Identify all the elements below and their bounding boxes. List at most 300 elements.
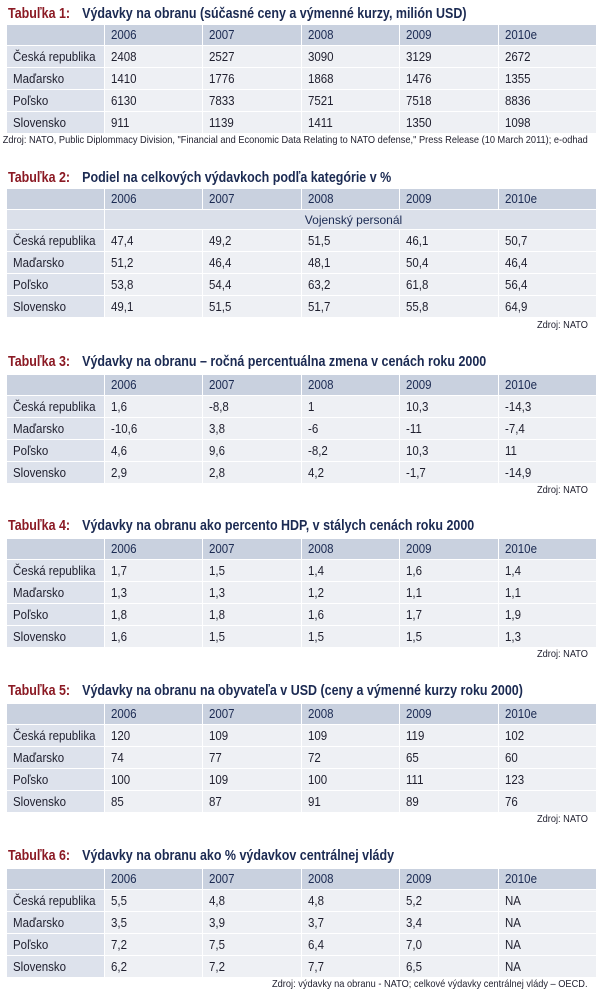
cell-value: -7,4	[504, 421, 525, 436]
column-header-label: 2009	[406, 542, 432, 556]
column-header-label: 2006	[111, 28, 137, 42]
table-cell	[498, 956, 596, 978]
cell-value: 89	[406, 794, 419, 809]
table-cell	[203, 890, 301, 912]
column-header	[203, 189, 301, 210]
column-header	[203, 539, 301, 560]
table-cell	[498, 68, 596, 90]
column-header	[203, 25, 301, 46]
header-row	[7, 189, 597, 210]
table-cell	[301, 462, 399, 484]
cell-value: 76	[504, 794, 518, 809]
row-country	[7, 890, 105, 912]
cell-value: 49,2	[209, 233, 232, 248]
cell-value: NA	[504, 937, 521, 952]
table-cell	[400, 747, 498, 769]
table-cell	[498, 418, 596, 440]
column-header-label: 2009	[406, 192, 432, 206]
cell-value: 1,3	[111, 585, 127, 600]
table-cell	[301, 582, 399, 604]
table-cell	[498, 560, 596, 582]
table-cell	[301, 560, 399, 582]
table-cell	[203, 230, 301, 252]
table-cell	[105, 230, 203, 252]
cell-value: 109	[307, 728, 327, 743]
table-cell	[105, 90, 203, 112]
header-row	[7, 869, 597, 890]
cell-value: 1355	[504, 71, 531, 86]
cell-value: 6,2	[111, 959, 127, 974]
data-table	[6, 703, 597, 813]
cell-value: 46,4	[504, 255, 527, 270]
column-header	[105, 375, 203, 396]
cell-value: -8,8	[209, 399, 230, 414]
subheader-label: Vojenský personál	[105, 210, 597, 230]
cell-value: 1,2	[307, 585, 324, 600]
column-header	[498, 869, 596, 890]
cell-value: -8,2	[307, 443, 328, 458]
column-header-label: 2007	[209, 542, 235, 556]
table-cell	[105, 396, 203, 418]
cell-value: 1,5	[209, 563, 226, 578]
cell-value: 6,4	[307, 937, 324, 952]
source-note: Zdroj: NATO	[536, 484, 588, 496]
column-header-label: 2006	[111, 192, 137, 206]
cell-value: 51,5	[209, 299, 232, 314]
cell-value: 1,1	[406, 585, 423, 600]
table-heading: Výdavky na obranu – ročná percentuálna zmena v cenách roku 2000	[82, 354, 487, 370]
cell-value: 7833	[209, 93, 235, 108]
table-cell	[301, 296, 399, 318]
table-cell	[105, 462, 203, 484]
cell-value: 100	[307, 772, 327, 787]
column-header-label: 2008	[307, 192, 334, 206]
table-cell	[301, 90, 399, 112]
cell-value: 3,9	[209, 915, 226, 930]
cell-value: 1,5	[406, 629, 423, 644]
cell-value: 61,8	[406, 277, 429, 292]
data-table	[6, 538, 597, 648]
cell-value: 87	[209, 794, 223, 809]
country-name: Poľsko	[13, 443, 49, 458]
table-cell	[400, 890, 498, 912]
cell-value: -14,9	[504, 465, 531, 480]
table-cell	[105, 418, 203, 440]
table-cell	[400, 230, 498, 252]
data-table	[6, 374, 597, 484]
cell-value: 2,8	[209, 465, 226, 480]
column-header	[400, 704, 498, 725]
table-cell	[105, 252, 203, 274]
cell-value: 2,9	[111, 465, 127, 480]
country-name: Česká republika	[13, 728, 96, 743]
header-row	[7, 25, 597, 46]
country-name: Poľsko	[13, 93, 49, 108]
table-cell	[105, 912, 203, 934]
row-country	[7, 912, 105, 934]
cell-value: 4,2	[307, 465, 324, 480]
source-note: Zdroj: NATO	[536, 813, 588, 825]
column-header-label: 2010e	[504, 872, 537, 886]
cell-value: 7,2	[209, 959, 226, 974]
country-name: Česká republika	[13, 563, 96, 578]
table-row	[7, 68, 597, 90]
table-cell	[301, 252, 399, 274]
cell-value: 74	[111, 750, 124, 765]
table-cell	[105, 769, 203, 791]
column-header	[400, 869, 498, 890]
table-cell	[301, 725, 399, 747]
table-cell	[400, 956, 498, 978]
row-country	[7, 440, 105, 462]
country-name: Maďarsko	[13, 585, 65, 600]
cell-value: 1,8	[209, 607, 226, 622]
cell-value: 1,5	[209, 629, 226, 644]
column-header-label: 2008	[307, 378, 334, 392]
table-cell	[203, 112, 301, 134]
header-corner-cell	[7, 189, 105, 210]
cell-value: 85	[111, 794, 124, 809]
column-header-label: 2007	[209, 192, 235, 206]
header-corner-cell	[7, 704, 105, 725]
table-cell	[203, 440, 301, 462]
row-country	[7, 296, 105, 318]
table-cell	[203, 462, 301, 484]
column-header	[203, 869, 301, 890]
row-country	[7, 747, 105, 769]
row-country	[7, 112, 105, 134]
table-row	[7, 462, 597, 484]
table-row	[7, 791, 597, 813]
cell-value: -1,7	[406, 465, 426, 480]
table-label: Tabuľka 5:	[8, 683, 71, 699]
cell-value: 11	[504, 443, 517, 458]
column-header-label: 2006	[111, 707, 137, 721]
cell-value: 3,7	[307, 915, 324, 930]
column-header	[105, 704, 203, 725]
table-cell	[301, 956, 399, 978]
country-name: Česká republika	[13, 233, 96, 248]
table-cell	[105, 725, 203, 747]
country-name: Maďarsko	[13, 71, 65, 86]
table-cell	[203, 582, 301, 604]
cell-value: 1,7	[111, 563, 127, 578]
cell-value: 46,1	[406, 233, 429, 248]
cell-value: 1776	[209, 71, 235, 86]
table-row	[7, 112, 597, 134]
cell-value: 102	[504, 728, 524, 743]
table-cell	[203, 90, 301, 112]
header-row	[7, 375, 597, 396]
table-cell	[301, 396, 399, 418]
table-cell	[203, 396, 301, 418]
table-cell	[400, 274, 498, 296]
table-cell	[105, 890, 203, 912]
cell-value: 1098	[504, 115, 531, 130]
table-cell	[105, 604, 203, 626]
cell-value: 3090	[307, 49, 334, 64]
table-title	[8, 352, 486, 372]
cell-value: 65	[406, 750, 419, 765]
cell-value: 1411	[307, 115, 333, 130]
cell-value: 60	[504, 750, 518, 765]
cell-value: 1868	[307, 71, 334, 86]
table-cell	[400, 252, 498, 274]
cell-value: 54,4	[209, 277, 232, 292]
data-table	[6, 188, 597, 318]
cell-value: 4,8	[209, 893, 226, 908]
table-cell	[301, 440, 399, 462]
table-row	[7, 890, 597, 912]
column-header	[498, 375, 596, 396]
table-cell	[498, 230, 596, 252]
table-cell	[301, 418, 399, 440]
row-country	[7, 725, 105, 747]
cell-value: 47,4	[111, 233, 134, 248]
column-header	[498, 539, 596, 560]
table-row	[7, 252, 597, 274]
cell-value: 1,9	[504, 607, 521, 622]
table-cell	[400, 396, 498, 418]
table-cell	[400, 560, 498, 582]
table-heading: Výdavky na obranu na obyvateľa v USD (ceny a výmenné kurzy roku 2000)	[82, 683, 523, 699]
cell-value: 120	[111, 728, 131, 743]
table-heading: Výdavky na obranu ako % výdavkov centrálnej vlády	[82, 848, 395, 864]
table-row	[7, 560, 597, 582]
column-header-label: 2008	[307, 872, 334, 886]
cell-value: 111	[406, 772, 424, 787]
cell-value: 911	[111, 115, 130, 130]
table-cell	[498, 396, 596, 418]
column-header-label: 2007	[209, 378, 235, 392]
cell-value: 1,6	[307, 607, 324, 622]
row-country	[7, 604, 105, 626]
table-row	[7, 230, 597, 252]
table-row	[7, 956, 597, 978]
column-header	[301, 189, 399, 210]
table-title	[8, 168, 391, 188]
table-cell	[498, 890, 596, 912]
cell-value: 7,7	[307, 959, 324, 974]
row-country	[7, 68, 105, 90]
table-cell	[400, 604, 498, 626]
table-cell	[498, 791, 596, 813]
table-cell	[498, 90, 596, 112]
table-cell	[203, 560, 301, 582]
country-name: Slovensko	[13, 465, 67, 480]
cell-value: 10,3	[406, 399, 429, 414]
cell-value: 6130	[111, 93, 137, 108]
table-cell	[400, 725, 498, 747]
table-row	[7, 46, 597, 68]
table-cell	[105, 626, 203, 648]
table-heading: Podiel na celkových výdavkoch podľa kategórie v %	[82, 170, 392, 186]
column-header-label: 2010e	[504, 28, 537, 42]
country-name: Poľsko	[13, 277, 49, 292]
row-country	[7, 934, 105, 956]
cell-value: 2672	[504, 49, 531, 64]
cell-value: NA	[504, 959, 521, 974]
cell-value: 7,2	[111, 937, 127, 952]
table-cell	[203, 46, 301, 68]
cell-value: 72	[307, 750, 321, 765]
header-row	[7, 539, 597, 560]
table-cell	[301, 274, 399, 296]
table-title	[8, 4, 467, 24]
table-cell	[105, 112, 203, 134]
column-header-label: 2008	[307, 542, 334, 556]
country-name: Poľsko	[13, 607, 49, 622]
table-cell	[400, 112, 498, 134]
cell-value: -11	[406, 421, 422, 436]
cell-value: 7521	[307, 93, 334, 108]
cell-value: 1	[307, 399, 315, 414]
table-cell	[498, 626, 596, 648]
table-row	[7, 769, 597, 791]
table-cell	[203, 604, 301, 626]
column-header-label: 2006	[111, 378, 137, 392]
table-title	[8, 681, 523, 701]
table-cell	[400, 46, 498, 68]
column-header	[400, 539, 498, 560]
cell-value: 1476	[406, 71, 432, 86]
row-country	[7, 956, 105, 978]
table-cell	[105, 956, 203, 978]
column-header-label: 2007	[209, 707, 235, 721]
table-cell	[301, 769, 399, 791]
cell-value: 6,5	[406, 959, 423, 974]
table-cell	[203, 296, 301, 318]
row-country	[7, 274, 105, 296]
table-cell	[498, 747, 596, 769]
cell-value: 8836	[504, 93, 531, 108]
column-header-label: 2008	[307, 28, 334, 42]
row-country	[7, 560, 105, 582]
cell-value: 48,1	[307, 255, 331, 270]
table-cell	[203, 68, 301, 90]
table-cell	[400, 626, 498, 648]
data-table	[6, 868, 597, 978]
cell-value: 46,4	[209, 255, 232, 270]
cell-value: 5,5	[111, 893, 127, 908]
row-country	[7, 769, 105, 791]
table-row	[7, 626, 597, 648]
column-header	[301, 375, 399, 396]
table-cell	[301, 604, 399, 626]
source-note: Zdroj: NATO	[536, 648, 588, 660]
cell-value: 2408	[111, 49, 137, 64]
column-header	[301, 25, 399, 46]
cell-value: NA	[504, 915, 521, 930]
table-heading: Výdavky na obranu ako percento HDP, v stálych cenách roku 2000	[82, 518, 475, 534]
table-cell	[400, 462, 498, 484]
table-cell	[203, 274, 301, 296]
table-cell	[301, 934, 399, 956]
table-cell	[203, 626, 301, 648]
table-row	[7, 440, 597, 462]
table-cell	[498, 274, 596, 296]
table-row	[7, 274, 597, 296]
country-name: Maďarsko	[13, 421, 65, 436]
column-header-label: 2007	[209, 872, 235, 886]
table-cell	[498, 604, 596, 626]
table-cell	[498, 912, 596, 934]
row-country	[7, 582, 105, 604]
column-header-label: 2009	[406, 872, 432, 886]
table-cell	[301, 230, 399, 252]
table-cell	[400, 296, 498, 318]
cell-value: 109	[209, 728, 229, 743]
column-header-label: 2009	[406, 378, 432, 392]
table-label: Tabuľka 2:	[8, 170, 71, 186]
table-row	[7, 296, 597, 318]
country-name: Maďarsko	[13, 255, 65, 270]
table-cell	[105, 296, 203, 318]
cell-value: 7,5	[209, 937, 226, 952]
header-row	[7, 704, 597, 725]
row-country	[7, 230, 105, 252]
cell-value: 1,3	[504, 629, 521, 644]
table-cell	[105, 934, 203, 956]
country-name: Slovensko	[13, 629, 67, 644]
table-cell	[203, 769, 301, 791]
row-country	[7, 418, 105, 440]
cell-value: 1,5	[307, 629, 324, 644]
cell-value: 55,8	[406, 299, 429, 314]
table-title	[8, 846, 394, 866]
header-corner-cell	[7, 539, 105, 560]
country-name: Slovensko	[13, 115, 67, 130]
table-cell	[400, 791, 498, 813]
cell-value: 1,8	[111, 607, 127, 622]
table-cell	[400, 440, 498, 462]
cell-value: 1,6	[111, 629, 127, 644]
table-cell	[498, 252, 596, 274]
cell-value: 109	[209, 772, 229, 787]
column-header	[400, 189, 498, 210]
table-cell	[105, 791, 203, 813]
cell-value: 63,2	[307, 277, 331, 292]
cell-value: 3,4	[406, 915, 423, 930]
table-cell	[400, 68, 498, 90]
table-cell	[498, 462, 596, 484]
cell-value: -10,6	[111, 421, 138, 436]
cell-value: 91	[307, 794, 321, 809]
table-row	[7, 912, 597, 934]
table-cell	[105, 582, 203, 604]
table-cell	[105, 274, 203, 296]
table-heading: Výdavky na obranu (súčasné ceny a výmenné kurzy, milión USD)	[82, 6, 467, 22]
table-row	[7, 90, 597, 112]
cell-value: 1,3	[209, 585, 226, 600]
cell-value: 1139	[209, 115, 235, 130]
row-country	[7, 462, 105, 484]
cell-value: 3,5	[111, 915, 127, 930]
country-name: Slovensko	[13, 959, 67, 974]
cell-value: 1410	[111, 71, 137, 86]
row-country	[7, 90, 105, 112]
country-name: Maďarsko	[13, 750, 65, 765]
column-header-label: 2009	[406, 28, 432, 42]
cell-value: 1,6	[111, 399, 127, 414]
column-header-label: 2010e	[504, 707, 537, 721]
country-name: Česká republika	[13, 49, 96, 64]
table-cell	[301, 112, 399, 134]
table-cell	[301, 46, 399, 68]
table-cell	[498, 934, 596, 956]
country-name: Slovensko	[13, 794, 67, 809]
cell-value: 64,9	[504, 299, 527, 314]
